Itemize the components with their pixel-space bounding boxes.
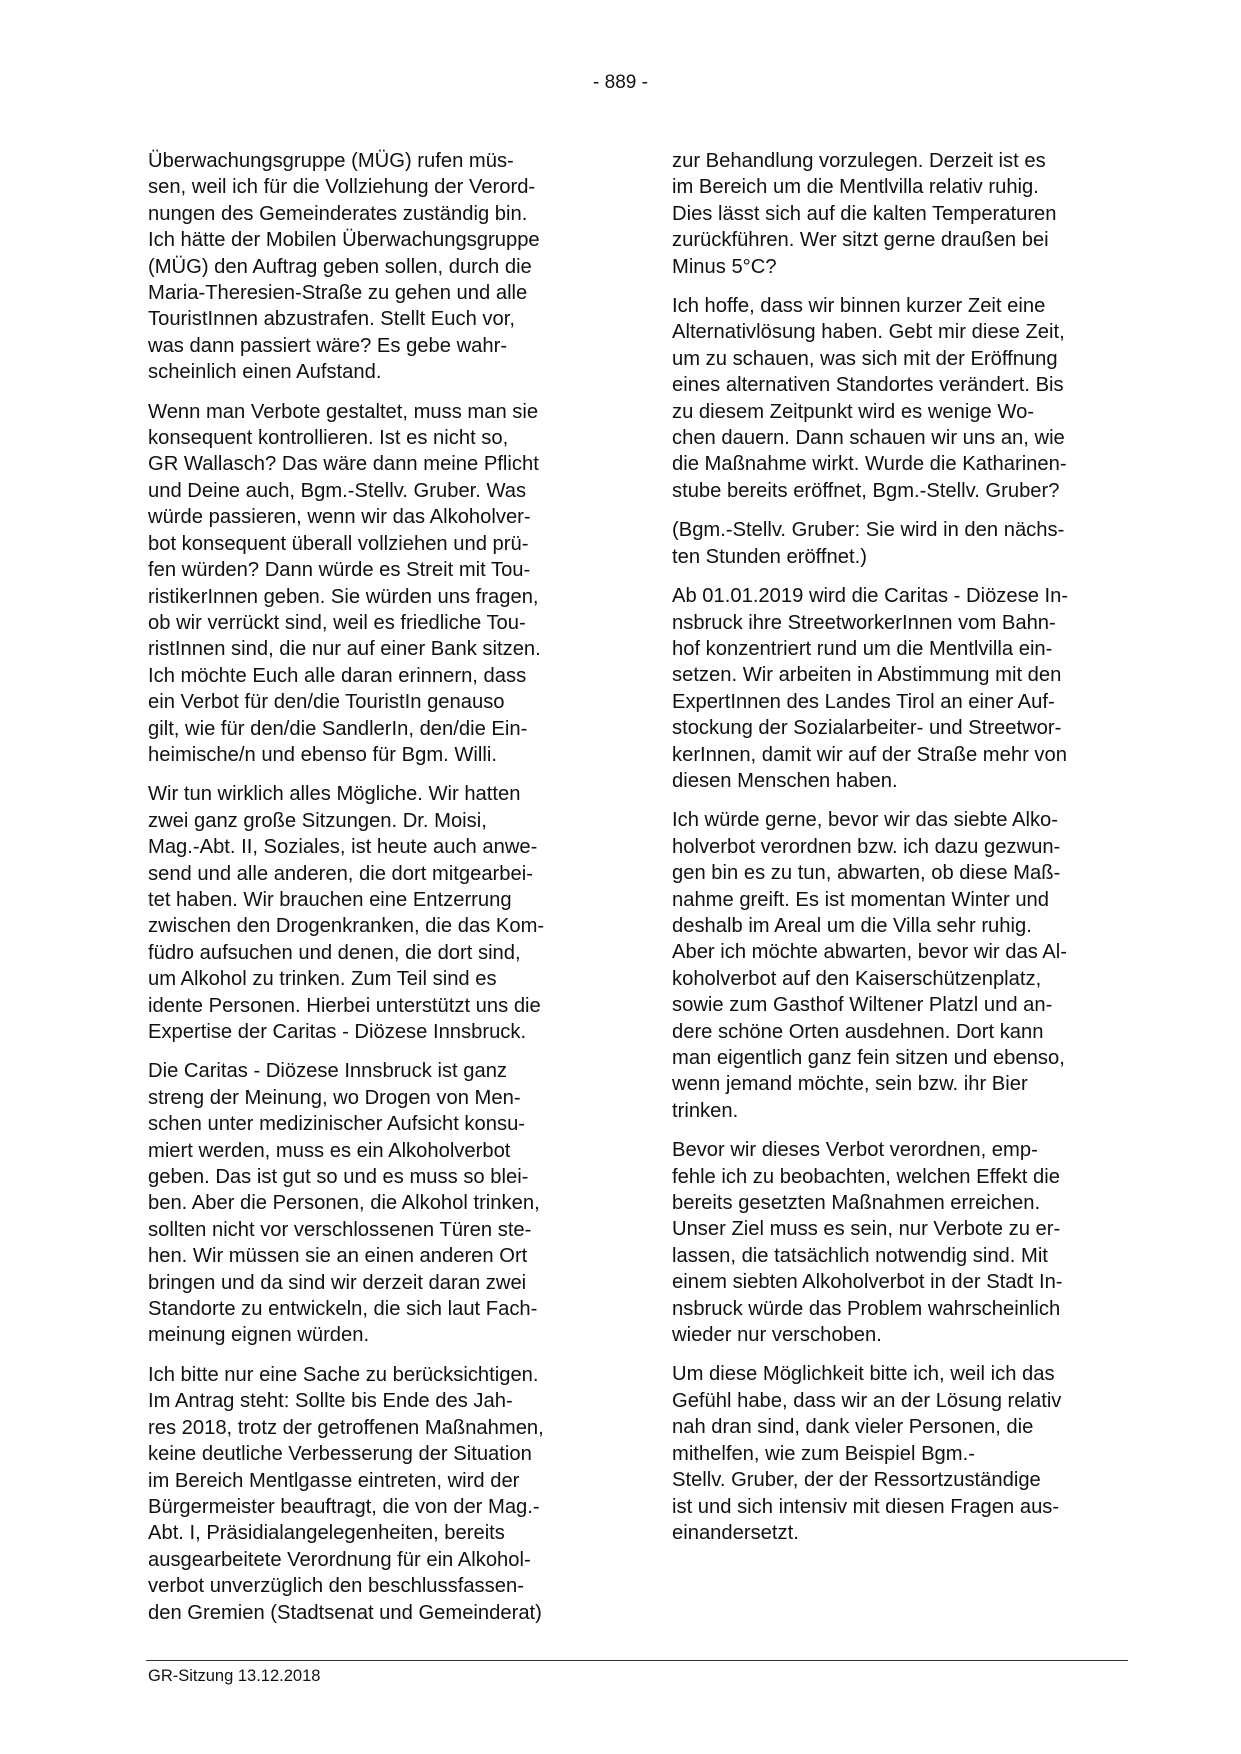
paragraph: Überwachungsgruppe (MÜG) rufen müs- sen, weil ich für die Vollziehung der Verord- nungen des Gemeinderates zuständig bin. Ich hätte der Mobilen Überwachungsgruppe (MÜG) den Auftrag geben sollen, durch die Maria-Theresien-Straße zu gehen und alle TouristInnen abzustrafen. Stellt Euch vor, was dann passiert wäre? Es gebe wahr- scheinlich einen Aufstand. xyxy=(148,150,540,384)
page-number: - 889 - xyxy=(593,72,648,93)
paragraph: Bevor wir dieses Verbot verordnen, emp- fehle ich zu beobachten, welchen Effekt die bereits gesetzten Maßnahmen erreichen. Unser Ziel muss es sein, nur Verbote zu er- lassen, die tatsächlich notwendig sind. Mit einem siebten Alkoholverbot in der Stadt In- nsbruck würde das Problem wahrscheinlich wieder nur verschoben. xyxy=(672,1139,1063,1347)
paragraph: zur Behandlung vorzulegen. Derzeit ist es im Bereich um die Mentlvilla relativ ruhig. Dies lässt sich auf die kalten Temperaturen zurückführen. Wer sitzt gerne draußen bei Minus 5°C? xyxy=(672,150,1057,278)
footer-divider xyxy=(146,1660,1128,1661)
left-column xyxy=(148,148,598,1639)
paragraph: Wir tun wirklich alles Mögliche. Wir hatten zwei ganz große Sitzungen. Dr. Moisi, Mag.-Abt. II, Soziales, ist heute auch anwe- send und alle anderen, die dort mitgearbei- tet haben. Wir brauchen eine Entzerrung zwischen den Drogenkranken, die das Kom- füdro aufsuchen und denen, die dort sind, um Alkohol zu trinken. Zum Teil sind es idente Personen. Hierbei unterstützt uns die Expertise der Caritas - Diözese Innsbruck. xyxy=(148,783,545,1043)
paragraph: Ich würde gerne, bevor wir das siebte Alko- holverbot verordnen bzw. ich dazu gezwun- gen bin es zu tun, abwarten, ob diese Maß- nahme greift. Es ist momentan Winter und deshalb im Areal um die Villa sehr ruhig. Aber ich möchte abwarten, bevor wir das Al- koholverbot auf den Kaiserschützenplatz, sowie zum Gasthof Wiltener Platzl und an- dere schöne Orten ausdehnen. Dort kann man eigentlich ganz fein sitzen und ebenso, wenn jemand möchte, sein bzw. ihr Bier trinken. xyxy=(672,809,1067,1122)
paragraph: Ich hoffe, dass wir binnen kurzer Zeit eine Alternativlösung haben. Gebt mir diese Zeit, um zu schauen, was sich mit der Eröffnung eines alternativen Standortes verändert. Bis zu diesem Zeitpunkt wird es wenige Wo- chen dauern. Dann schauen wir uns an, wie die Maßnahme wirkt. Wurde die Katharinen- stube bereits eröffnet, Bgm.-Stellv. Gruber? xyxy=(672,295,1067,502)
paragraph: Die Caritas - Diözese Innsbruck ist ganz streng der Meinung, wo Drogen von Men- schen unter medizinischer Aufsicht konsu- miert werden, muss es ein Alkoholverbot geben. Das ist gut so und es muss so blei- ben. Aber die Personen, die Alkohol trinken, sollten nicht vor verschlossenen Türen ste- hen. Wir müssen sie an einen anderen Ort bringen und da sind wir derzeit daran zwei Standorte zu entwickeln, die sich laut Fach- meinung eignen würden. xyxy=(148,1060,540,1347)
paragraph: Ich bitte nur eine Sache zu berücksichtigen. Im Antrag steht: Sollte bis Ende des Jah- res 2018, trotz der getroffenen Maßnahmen, keine deutliche Verbesserung der Situation im Bereich Mentlgasse eintreten, wird der Bürgermeister beauftragt, die von der Mag.- Abt. I, Präsidialangelegenheiten, bereits ausgearbeitete Verordnung für ein Alkohol- verbot unverzüglich den beschlussfassen- den Gremien (Stadtsenat und Gemeinderat) xyxy=(148,1363,544,1624)
footer-session-date: GR-Sitzung 13.12.2018 xyxy=(148,1667,321,1685)
paragraph: Um diese Möglichkeit bitte ich, weil ich das Gefühl habe, dass wir an der Lösung relativ nah dran sind, dank vieler Personen, die mithelfen, wie zum Beispiel Bgm.- Stellv. Gruber, der der Ressortzuständige ist und sich intensiv mit diesen Fragen aus- einandersetzt. xyxy=(672,1363,1062,1544)
right-column xyxy=(672,148,1122,1559)
paragraph: Ab 01.01.2019 wird die Caritas - Diözese In- nsbruck ihre StreetworkerInnen vom Bahn- hof konzentriert rund um die Mentlvilla ein- setzen. Wir arbeiten in Abstimmung mit den ExpertInnen des Landes Tirol an einer Auf- stockung der Sozialarbeiter- und Streetwor- kerInnen, damit wir auf der Straße mehr von diesen Menschen haben. xyxy=(672,585,1069,792)
paragraph: Wenn man Verbote gestaltet, muss man sie konsequent kontrollieren. Ist es nicht so, GR Wallasch? Das wäre dann meine Pflicht und Deine auch, Bgm.-Stellv. Gruber. Was würde passieren, wenn wir das Alkoholver- bot konsequent überall vollziehen und prü- fen würden? Dann würde es Streit mit Tou- ristikerInnen geben. Sie würden uns fragen, ob wir verrückt sind, weil es friedliche Tou- ristInnen sind, die nur auf einer Bank sitzen. Ich möchte Euch alle daran erinnern, dass ein Verbot für den/die TouristIn genauso gilt, wie für den/die SandlerIn, den/die Ein- heimische/n und ebenso für Bgm. Willi. xyxy=(148,400,541,766)
paragraph: (Bgm.-Stellv. Gruber: Sie wird in den nächs- ten Stunden eröffnet.) xyxy=(672,519,1065,568)
